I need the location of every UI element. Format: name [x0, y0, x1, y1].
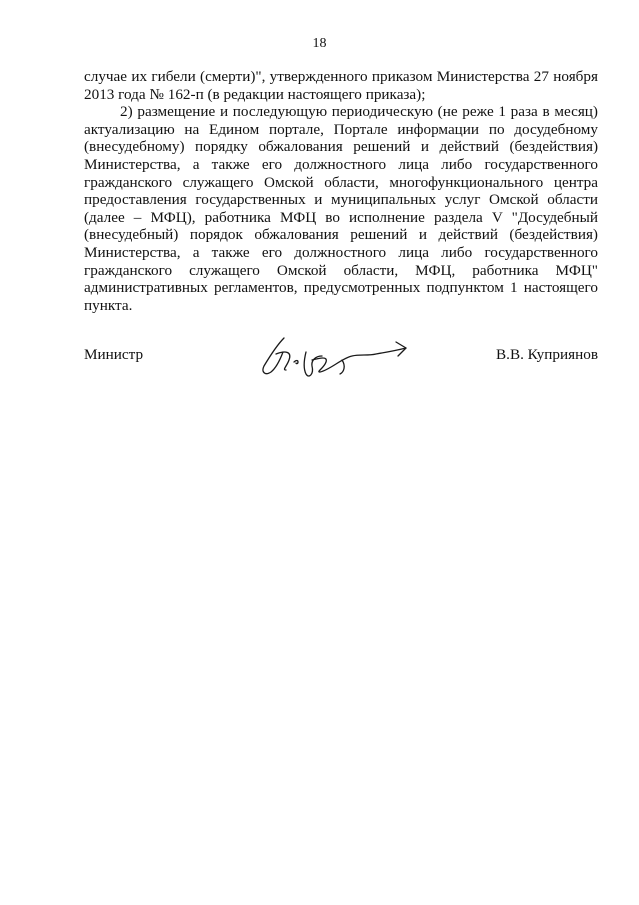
- signatory-title: Министр: [84, 346, 144, 363]
- document-body: [84, 68, 598, 314]
- signature-block: [84, 330, 598, 390]
- handwritten-signature-icon: [256, 330, 416, 382]
- paragraph-item-2: 2) размещение и последующую периодическую (не реже 1 раза в месяц) актуализацию на Едином портале, Портале информации по досудебному (внесудебному) порядку обжалования решений и действий (бездействия) Министерства, а также его должностного лица либо государственного гражданского служащего Омской области, многофункционального центра предоставления государственных и муниципальных услуг Омской области (далее – МФЦ), работника МФЦ во исполнение раздела V "Досудебный (внесудебный) порядок обжалования решений и действий (бездействия) Министерства, а также его должностного лица либо государственного гражданского служащего Омской области, МФЦ, работника МФЦ" административных регламентов, предусмотренных подпунктом 1 настоящего пункта.: [84, 103, 598, 314]
- paragraph-continuation: случае их гибели (смерти)", утвержденного приказом Министерства 27 ноября 2013 года № 162-п (в редакции настоящего приказа);: [84, 68, 598, 103]
- page-number: 18: [312, 36, 327, 51]
- signatory-name: В.В. Куприянов: [496, 346, 598, 363]
